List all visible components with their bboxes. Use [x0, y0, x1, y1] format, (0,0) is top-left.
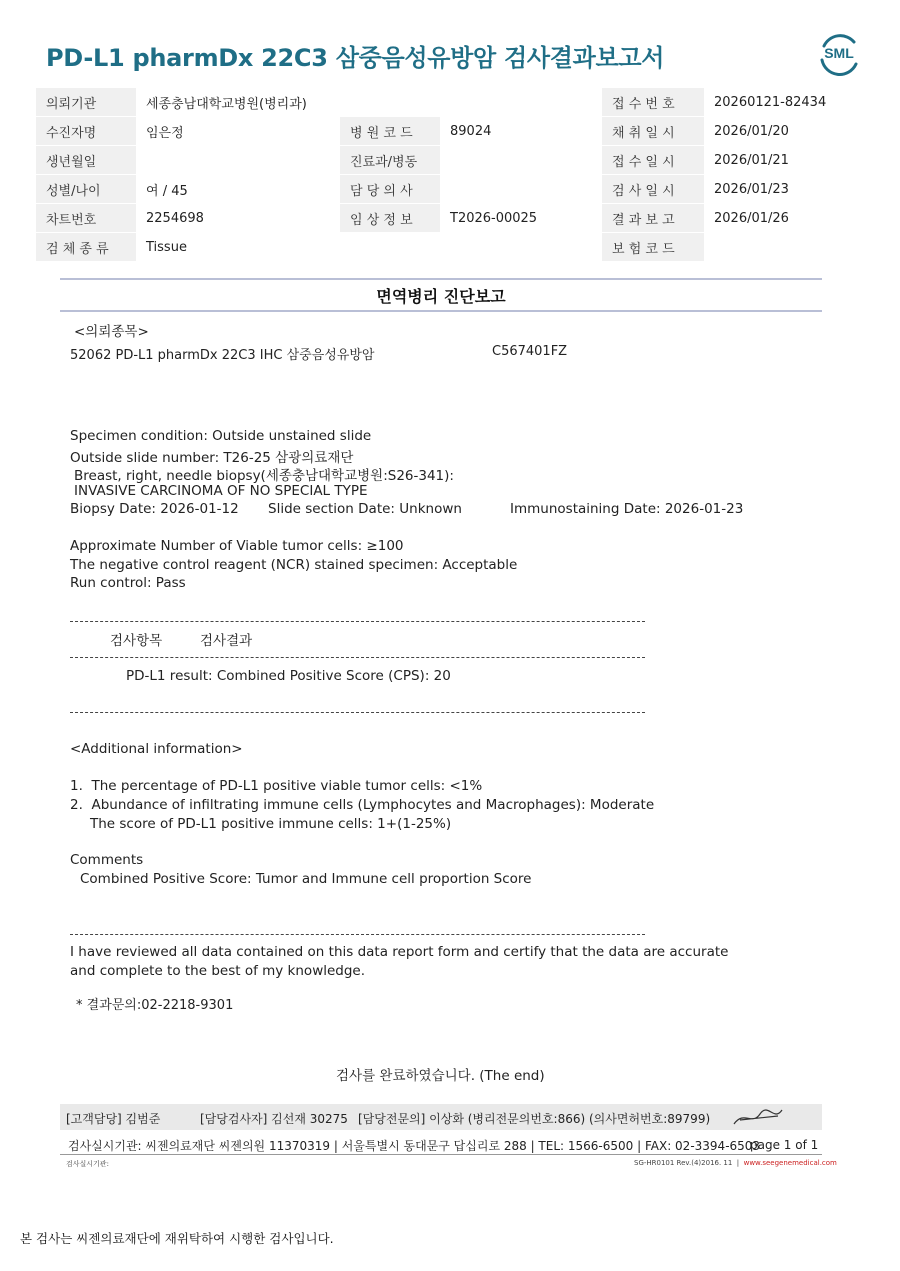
customer-rep: [고객담당] 김범준	[66, 1112, 161, 1126]
logo-text: SML	[824, 45, 854, 61]
section-title: 면역병리 진단보고	[376, 287, 506, 306]
info-value: 2254698	[136, 204, 340, 233]
footer-staff-bar	[60, 1104, 822, 1130]
pdl1-result: PD-L1 result: Combined Positive Score (CPS): 20	[126, 668, 451, 684]
info-row	[36, 88, 864, 117]
form-code-text: SG-HR0101 Rev.(4)2016. 11 |	[634, 1159, 744, 1167]
section-date: Slide section Date: Unknown	[268, 501, 462, 517]
info-label: 접 수 번 호	[602, 88, 704, 117]
signature-icon	[730, 1106, 788, 1128]
info-value	[704, 233, 864, 262]
section-top-line	[60, 278, 822, 280]
info-value: 2026/01/20	[704, 117, 864, 146]
page-number: page 1 of 1	[750, 1138, 819, 1152]
info-value: 임은정	[136, 117, 340, 146]
certify-line-1: I have reviewed all data contained on this data report form and certify that the data are accurate	[70, 944, 729, 960]
info-label: 결 과 보 고	[602, 204, 704, 233]
order-item: 52062 PD-L1 pharmDx 22C3 IHC 삼중음성유방암	[70, 348, 375, 363]
info-row	[36, 117, 864, 146]
info-value: Tissue	[136, 233, 602, 262]
sml-logo	[814, 28, 864, 78]
info-label: 성별/나이	[36, 175, 136, 204]
info-row	[36, 233, 864, 262]
divider	[70, 621, 645, 622]
info-value: 2026/01/23	[704, 175, 864, 204]
info-value: T2026-00025	[440, 204, 602, 233]
info-label: 검 체 종 류	[36, 233, 136, 262]
tester: [담당검사자] 김선재 30275	[200, 1112, 348, 1126]
info-value	[440, 175, 602, 204]
info-label: 생년월일	[36, 146, 136, 175]
additional-header: <Additional information>	[70, 741, 243, 757]
info-label: 진료과/병동	[340, 146, 440, 175]
patient-info-table	[36, 88, 864, 262]
column-result: 검사결과	[200, 633, 253, 649]
biopsy-site: Breast, right, needle biopsy(세종충남대학교병원:S26-341):	[74, 468, 454, 484]
additional-item-1: 1. The percentage of PD-L1 positive viable tumor cells: <1%	[70, 778, 483, 794]
form-code	[634, 1159, 837, 1167]
specialist: [담당전문의] 이상화 (병리전문의번호:866) (의사면허번호:89799)	[358, 1112, 711, 1126]
info-value	[440, 146, 602, 175]
order-header: <의뢰종목>	[74, 324, 149, 340]
immuno-date: Immunostaining Date: 2026-01-23	[510, 501, 744, 517]
info-label: 접 수 일 시	[602, 146, 704, 175]
specimen-condition: Specimen condition: Outside unstained slide	[70, 428, 372, 444]
divider	[70, 934, 645, 935]
info-label: 보 험 코 드	[602, 233, 704, 262]
diagnosis: INVASIVE CARCINOMA OF NO SPECIAL TYPE	[74, 483, 368, 499]
certify-line-2: and complete to the best of my knowledge.	[70, 963, 366, 979]
divider	[70, 712, 645, 713]
divider	[70, 657, 645, 658]
institution-info: 검사실시기관: 씨젠의료재단 씨젠의원 11370319 | 서울특별시 동대문구 답십리로 288 | TEL: 1566-6500 | FAX: 02-3394-6503	[68, 1139, 761, 1153]
info-value	[136, 146, 340, 175]
info-label: 검 사 일 시	[602, 175, 704, 204]
biopsy-date: Biopsy Date: 2026-01-12	[70, 501, 239, 517]
outsourcing-note: 본 검사는 씨젠의료재단에 재위탁하여 시행한 검사입니다.	[20, 1231, 334, 1246]
run-control: Run control: Pass	[70, 575, 186, 591]
end-text: 검사를 완료하였습니다. (The end)	[336, 1068, 545, 1084]
info-row	[36, 146, 864, 175]
ncr-result: The negative control reagent (NCR) stained specimen: Acceptable	[70, 557, 518, 573]
info-value: 세종충남대학교병원(병리과)	[136, 88, 602, 117]
inquiry-phone: * 결과문의:02-2218-9301	[76, 998, 234, 1013]
additional-item-2: 2. Abundance of infiltrating immune cells (Lymphocytes and Macrophages): Moderate	[70, 797, 655, 813]
info-label: 병 원 코 드	[340, 117, 440, 146]
comments-header: Comments	[70, 852, 144, 868]
info-label: 담 당 의 사	[340, 175, 440, 204]
info-label: 의뢰기관	[36, 88, 136, 117]
info-row	[36, 175, 864, 204]
website-url: www.seegenemedical.com	[743, 1159, 837, 1167]
info-value: 89024	[440, 117, 602, 146]
info-label: 채 취 일 시	[602, 117, 704, 146]
info-label: 수진자명	[36, 117, 136, 146]
report-title: PD-L1 pharmDx 22C3 삼중음성유방암 검사결과보고서	[46, 44, 665, 72]
info-value: 2026/01/26	[704, 204, 864, 233]
info-value: 2026/01/21	[704, 146, 864, 175]
info-label: 차트번호	[36, 204, 136, 233]
outside-slide: Outside slide number: T26-25 삼광의료재단	[70, 450, 354, 466]
info-row	[36, 204, 864, 233]
footer-line	[60, 1154, 822, 1155]
column-item: 검사항목	[110, 633, 163, 649]
additional-item-2-score: The score of PD-L1 positive immune cells: 1+(1-25%)	[90, 816, 452, 832]
viable-cells: Approximate Number of Viable tumor cells: ≥100	[70, 538, 404, 554]
comments-text: Combined Positive Score: Tumor and Immune cell proportion Score	[80, 871, 532, 887]
info-value: 20260121-82434	[704, 88, 864, 117]
mini-institution-label: 검사실시기관:	[66, 1160, 109, 1168]
info-value: 여 / 45	[136, 175, 340, 204]
order-code: C567401FZ	[492, 344, 568, 359]
info-label: 임 상 정 보	[340, 204, 440, 233]
section-bottom-line	[60, 310, 822, 312]
